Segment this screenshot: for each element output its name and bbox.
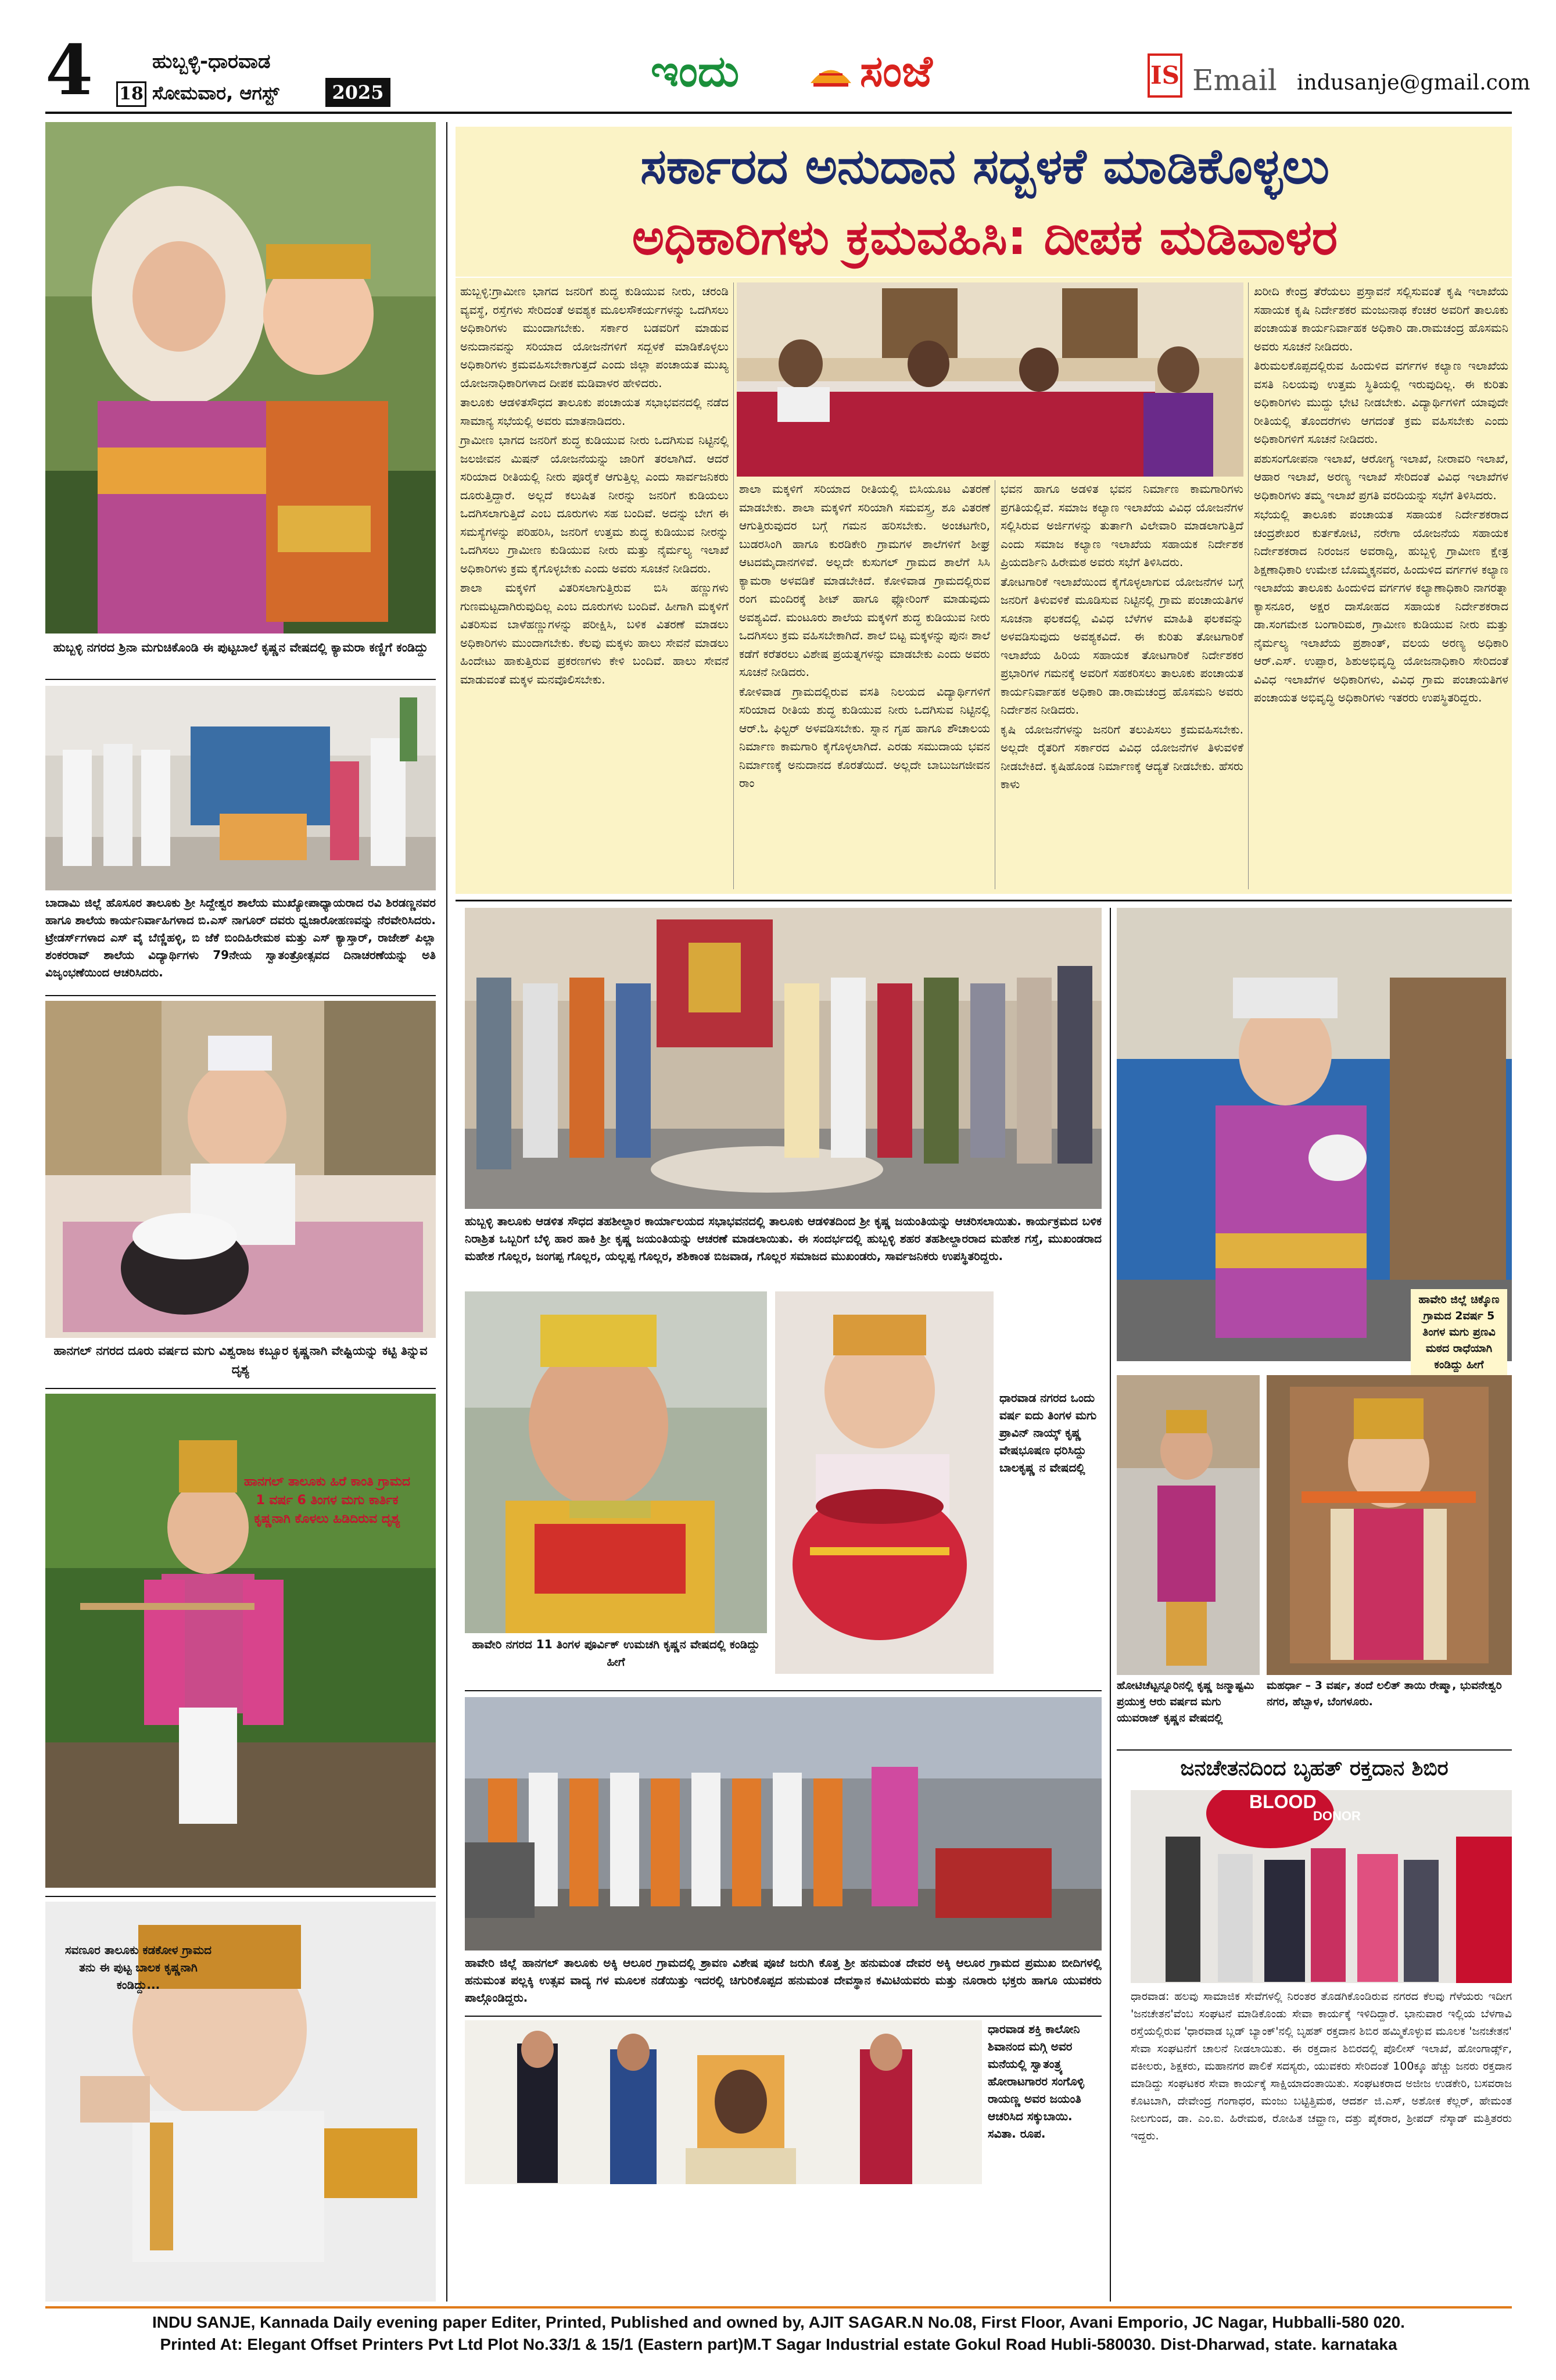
section-rule xyxy=(456,900,1512,901)
lead-col1-para-1: ಹುಬ್ಬಳ್ಳಿ:ಗ್ರಾಮೀಣ ಭಾಗದ ಜನರಿಗೆ ಶುದ್ಧ ಕುಡಿಯುವ ನೀರು, ಚರಂಡಿ ವ್ಯವಸ್ಥೆ, ರಸ್ತೆಗಳು ಸೇರಿದಂತೆ ಅವಶ್ಯಕ ಮೂಲಸೌಕರ್ಯಗಳನ್ನು ಒದಗಿಸಲು ಅಧಿಕಾರಿಗಳು ಮುಂದಾಗಬೇಕು. ಸರ್ಕಾರ ಬಡವರಿಗೆ ಮಾಡುವ ಅನುದಾನವನ್ನು ಸರಿಯಾದ ಯೋಜನೆಗಳಿಗೆ ಸದ್ಬಳಕೆ ಮಾಡಿಕೊಳ್ಳಲು ಅಧಿಕಾರಿಗಳು ಕ್ರಮವಹಿಸಬೇಕಾಗುತ್ತದೆ ಎಂದು ಜಿಲ್ಲಾ ಪಂಚಾಯತ ಮುಖ್ಯ ಯೋಜನಾಧಿಕಾರಿಗಳಾದ ದೀಪಕ ಮಡಿವಾಳರ ಹೇಳಿದರು. xyxy=(460,284,729,390)
column-divider xyxy=(1248,282,1249,889)
caption-baby-krishna-inset: ಸವಣೂರ ತಾಲೂಕು ಕಡಕೋಳ ಗ್ರಾಮದ ತನು ಈ ಪುಟ್ಟ ಬಾಲಕ ಕೃಷ್ಣನಾಗಿ ಕಂಡಿದ್ದು... xyxy=(64,1943,212,1992)
lead-col4-para-4: ಸಭೆಯಲ್ಲಿ ತಾಲೂಕು ಪಂಚಾಯತ ಸಹಾಯಕ ನಿರ್ದೇಶಕರಾದ ಚಂದ್ರಶೇಖರ ಕುರ್ತಕೋಟಿ, ನರೇಗಾ ಯೋಜನೆಯ ಸಹಾಯಕ ನಿರ್ದೇಶಕರಾದ ನಿರಂಜನ ಅವರಾದ್ದಿ, ಹುಬ್ಬಳ್ಳಿ ಗ್ರಾಮೀಣ ಕ್ಷೇತ್ರ ಶಿಕ್ಷಣಾಧಿಕಾರಿ ಉಮೇಶ ಬೊಮ್ಮಕ್ಕನವರ, ಹಿಂದುಳಿದ ವರ್ಗಗಳ ಕಲ್ಯಾಣ ಇಲಾಖೆಯ ತಾಲೂಕು ಹಿಂದುಳಿದ ವರ್ಗಗಳ ಕಲ್ಯಾಣಾಧಿಕಾರಿ ನಾಗರತ್ನಾ ಕ್ಯಾಸನೂರ, ಅಕ್ಷರ ದಾಸೋಹದ ಸಹಾಯಕ ನಿರ್ದೇಶಕರಾದ ಡಾ.ಸಂಗಮೇಶ ಬಂಗಾರಿಮಠ, ಗ್ರಾಮೀಣ ಕುಡಿಯುವ ನೀರು ಮತ್ತು ನೈರ್ಮಲ್ಯ ಇಲಾಖೆಯ ಪ್ರಶಾಂತ್, ವಲಯ ಅರಣ್ಯ ಅಧಿಕಾರಿ ಆರ್.ಎಸ್. ಉಪ್ಪಾರ, ಶಿಶುಅಭಿವೃದ್ಧಿ ಯೋಜನಾಧಿಕಾರಿ ಸೇರಿದಂತೆ ವಿವಿಧ ಇಲಾಖೆಗಳ ಅಧಿಕಾರಿಗಳು, ವಿವಿಧ ಗ್ರಾಮ ಪಂಚಾಯತಿಗಳ ಪಂಚಾಯತ ಅಭಿವೃದ್ಧಿ ಅಧಿಕಾರಿಗಳು ಇತರರು ಉಪಸ್ಥಿತರಿದ್ದರು. xyxy=(1254,507,1508,704)
school-event-photo xyxy=(45,686,436,890)
paper-name-part2: ಸಂಜೆ xyxy=(860,46,933,96)
masthead-year: 2025 xyxy=(332,81,384,103)
column-divider xyxy=(733,282,734,889)
paper-logo xyxy=(651,41,999,105)
lead-headline-line2: ಅಧಿಕಾರಿಗಳು ಕ್ರಮವಹಿಸಿ: ದೀಪಕ ಮಡಿವಾಳರ xyxy=(632,209,1338,266)
flute-krishna-photo xyxy=(45,1394,436,1888)
column-divider xyxy=(1110,908,1111,2302)
footer-line-1: INDU SANJE, Kannada Daily evening paper Editer, Printed, Published and owned by, AJIT SAGAR.N No.08, First Floor, Avani Emporio, JC Nagar, Hubballi-580 020. xyxy=(152,2313,1405,2331)
page-number: 4 xyxy=(45,30,94,110)
blood-banner-text-2: DONOR xyxy=(1313,1809,1361,1823)
procession-photo xyxy=(465,1697,1102,1950)
sun-icon xyxy=(808,57,854,92)
lead-col4-para-3: ಪಶುಸಂಗೋಪನಾ ಇಲಾಖೆ, ಆರೋಗ್ಯ ಇಲಾಖೆ, ನೀರಾವರಿ ಇಲಾಖೆ, ಆಹಾರ ಇಲಾಖೆ, ಅರಣ್ಯ ಇಲಾಖೆ ಸೇರಿದಂತೆ ವಿವಿಧ ಇಲಾಖೆಗಳ ಅಧಿಕಾರಿಗಳು ತಮ್ಮ ಇಲಾಖೆ ಪ್ರಗತಿ ವರದಿಯನ್ನು ಸಭೆಗೆ ತಿಳಿಸಿದರು. xyxy=(1254,451,1508,502)
dharwad-child-photo xyxy=(775,1291,994,1674)
hotichetti-child-photo xyxy=(1117,1375,1260,1675)
footer-line-2: Printed At: Elegant Offset Printers Pvt Ltd Plot No.33/1 & 15/1 (Eastern part)M.T Sagar Industrial estate Gokul Road Hubli-580030. Dist-Dharwad, state. karnataka xyxy=(160,2335,1397,2353)
caption-taluk-office-group: ಹುಬ್ಬಳ್ಳಿ ತಾಲೂಕು ಆಡಳಿತ ಸೌಧದ ತಹಶೀಲ್ದಾರ ಕಾರ್ಯಾಲಯದ ಸಭಾಭವನದಲ್ಲಿ ತಾಲೂಕು ಆಡಳಿತದಿಂದ ಶ್ರೀ ಕೃಷ್ಣ ಜಯಂತಿಯನ್ನು ಆಚರಿಸಲಾಯಿತು. ಕಾರ್ಯಕ್ರಮದ ಬಳಿಕ ನಿರಾಶ್ರಿತ ಒಬ್ಬರಿಗೆ ಬೆಳ್ಳಿ ಹಾರ ಹಾಕಿ ಶ್ರೀ ಕೃಷ್ಣ ಜಯಂತಿಯನ್ನು ಆಚರಣೆ ಮಾಡಲಾಯಿತು. ಈ ಸಂದರ್ಭದಲ್ಲಿ ಹುಬ್ಬಳ್ಳಿ ಶಹರ ತಹಶೀಲ್ದಾರರಾದ ಮಹೇಶ ಗಸ್ತೆ, ಮುಖಂಡರಾದ ಮಹೇಶ ಗೊಲ್ಲರ, ಜಂಗಪ್ಪ ಗೊಲ್ಲರ, ಯಲ್ಲಪ್ಪ ಗೊಲ್ಲರ, ಶಶಿಕಾಂತ ಬಿಜವಾಡ, ಗೊಲ್ಲರ ಸಮಾಜದ ಮುಖಂಡರು, ಸಾರ್ವಜನಿಕರು ಉಪಸ್ಥಿತರಿದ್ದರು. xyxy=(465,1214,1102,1263)
lead-col3-para-1: ಭವನ ಹಾಗೂ ಅಡಳಿತ ಭವನ ನಿರ್ಮಾಣ ಕಾಮಗಾರಿಗಳು ಪ್ರಗತಿಯಲ್ಲಿವೆ. ಸಮಾಜ ಕಲ್ಯಾಣ ಇಲಾಖೆಯ ವಿವಿಧ ಯೋಜನೆಗಳ ಸಲ್ಲಿಸಿರುವ ಅರ್ಜಿಗಳನ್ನು ತುರ್ತಾಗಿ ವಿಲೇವಾರಿ ಮಾಡಲಾಗುತ್ತಿದೆ ಎಂದು ಸಮಾಜ ಕಲ್ಯಾಣ ಇಲಾಖೆಯ ಸಹಾಯಕ ನಿರ್ದೇಶಕ ಪ್ರಿಯದರ್ಶಿನಿ ಹಿರೇಮಠ ಅವರು ಸಭೆಗೆ ತಿಳಿಸಿದರು. xyxy=(1001,482,1243,569)
lead-column-1 xyxy=(460,282,729,690)
caption-school-event: ಬಾದಾಮಿ ಜಿಲ್ಲೆ ಹೊಸೂರ ತಾಲೂಕು ಶ್ರೀ ಸಿದ್ದೇಶ್ವರ ಶಾಲೆಯ ಮುಖ್ಯೋಪಾಧ್ಯಾಯರಾದ ರವಿ ಶಿರಡಣ್ಣನವರ ಹಾಗೂ ಶಾಲೆಯ ಕಾರ್ಯನಿರ್ವಾಹಿಗಳಾದ ಬಿ.ಎಸ್ ನಾಗೂರ್ ದವರು ಧ್ವಜಾರೋಹಣವನ್ನು ನೆರವೇರಿಸಿದರು. ಟ್ರೇಡರ್ಸ್‌ಗಳಾದ ಎಸ್ ವೈ ಬೆಣ್ಣಿಹಳ್ಳಿ, ಬಿ ಜೆಕೆ ಬಿಂದಿಹಿರೇಮಠ ಮತ್ತು ಎಸ್ ಕ್ಯಾಸ್ತಾರ್, ರಾಜೇಶ್ ಪಿಲ್ಲಾ ಶಂಕರರಾವ್ ಶಾಲೆಯ ವಿದ್ಯಾರ್ಥಿಗಳು 79ನೇಯ ಸ್ವಾತಂತ್ರೋತ್ಸವದ ದಿನಾಚರಣೆಯನ್ನು ಅತಿ ವಿಜೃಂಭಣೆಯಿಂದ ಆಚರಿಸಿದರು. xyxy=(45,896,436,979)
lead-headline-line1: ಸರ್ಕಾರದ ಅನುದಾನ ಸದ್ಬಳಕೆ ಮಾಡಿಕೊಳ್ಳಲು xyxy=(640,138,1329,195)
date-day: 18 xyxy=(119,84,144,104)
paper-name-part1: ಇಂದು xyxy=(651,46,740,96)
section-rule xyxy=(465,1690,1102,1691)
email-label: Email xyxy=(1192,63,1277,97)
email-address[interactable]: indusanje@gmail.com xyxy=(1297,71,1530,95)
blood-banner-text-1: BLOOD xyxy=(1249,1791,1317,1812)
column-divider xyxy=(446,122,447,2302)
divider xyxy=(45,1896,436,1897)
caption-mother-krishna: ಹುಬ್ಬಳ್ಳಿ ನಗರದ ಶ್ರಿನಾ ಮಗುಚಿಕೊಂಡಿ ಈ ಪುಟ್ಟಬಾಲೆ ಕೃಷ್ಣನ ವೇಷದಲ್ಲಿ ಕ್ಯಾಮರಾ ಕಣ್ಣಿಗೆ ಕಂಡಿದ್ದು xyxy=(53,640,428,654)
section-rule xyxy=(465,2016,1102,2017)
caption-procession: ಹಾವೇರಿ ಜಿಲ್ಲೆ ಹಾನಗಲ್ ತಾಲೂಕು ಅಕ್ಕಿ ಆಲೂರ ಗ್ರಾಮದಲ್ಲಿ ಶ್ರಾವಣ ವಿಶೇಷ ಪೂಜೆ ಜರುಗಿ ಕೊತ್ತ ಶ್ರೀ ಹನುಮಂತ ದೇವರ ಅಕ್ಕಿ ಆಲೂರ ಗ್ರಾಮದ ಪ್ರಮುಖ ಬೀದಿಗಳಲ್ಲಿ ಹನುಮಂತ ಪಲ್ಲಕ್ಕಿ ಉತ್ಸವ ವಾದ್ಯ ಗಳ ಮೂಲಕ ನಡೆಯಿತ್ತು ಇದರಲ್ಲಿ ಚಿಗುರಿಕೊಪ್ಪದ ಹನುಮಂತ ದೇವಸ್ಥಾನ ಕಮಿಟಿಯವರು ಮತ್ತು ನೂರಾರು ಭಕ್ತರು ಹಾಗೂ ಯುವಕರು ಪಾಲ್ಗೊಂಡಿದ್ದರು. xyxy=(465,1956,1102,2005)
lead-column-2 xyxy=(739,480,990,794)
lead-column-4 xyxy=(1254,282,1508,708)
mother-krishna-photo xyxy=(45,122,436,634)
section-rule xyxy=(1117,1749,1512,1751)
caption-haveri-child: ಹಾವೇರಿ ನಗರದ 11 ತಿಂಗಳ ಪೂರ್ವಿಕ್ ಉಮಚಗಿ ಕೃಷ್ಣನ ವೇಷದಲ್ಲಿ ಕಂಡಿದ್ದು ಹೀಗೆ xyxy=(472,1637,760,1669)
lead-col4-para-2: ತಿರುಮಲಕೊಪ್ಪದಲ್ಲಿರುವ ಹಿಂದುಳಿದ ವರ್ಗಗಳ ಕಲ್ಯಾಣ ಇಲಾಖೆಯ ವಸತಿ ನಿಲಯವು ಉತ್ತಮ ಸ್ಥಿತಿಯಲ್ಲಿ ಇರುವುದಿಲ್ಲ. ಈ ಕುರಿತು ಅಧಿಕಾರಿಗಳು ಮುದ್ದು ಭೇಟಿ ನೀಡಬೇಕು. ವಿದ್ಯಾರ್ಥಿಗಳಿಗೆ ಯಾವುದೇ ರೀತಿಯಲ್ಲಿ ತೊಂದರೆಗಳು ಆಗದಂತೆ ಕ್ರಮ ವಹಿಸಬೇಕು ಎಂದು ಅಧಿಕಾರಿಗಳಿಗೆ ಸೂಚನೆ ನೀಡಿದರು. xyxy=(1254,359,1508,446)
lead-col3-para-3: ಕೃಷಿ ಯೋಜನೆಗಳನ್ನು ಜನರಿಗೆ ತಲುಪಿಸಲು ಕ್ರಮವಹಿಸಬೇಕು. ಅಲ್ಲದೇ ರೈತರಿಗೆ ಸರ್ಕಾರದ ವಿವಿಧ ಯೋಜನೆಗಳ ತಿಳುವಳಿಕೆ ನೀಡಬೇಕಿದೆ. ಕೃಷಿಹೊಂಡ ನಿರ್ಮಾಣಕ್ಕೆ ಆದ್ಯತೆ ನೀಡಬೇಕು. ಹೆಸರು ಕಾಳು xyxy=(1001,722,1243,791)
lead-col2-para-2: ಕೋಳಿವಾಡ ಗ್ರಾಮದಲ್ಲಿರುವ ವಸತಿ ನಿಲಯದ ವಿದ್ಯಾರ್ಥಿಗಳಿಗೆ ಸರಿಯಾದ ರೀತಿಯ ಶುದ್ಧ ಕುಡಿಯುವ ನೀರು ಒದಗಿಸುವ ನಿಟ್ಟಿನಲ್ಲಿ ಆರ್.ಓ ಫಿಲ್ಟರ್ ಅಳವಡಿಸಬೇಕು. ಸ್ನಾನ ಗೃಹ ಹಾಗೂ ಶೌಚಾಲಯ ನಿರ್ಮಾಣ ಕಾಮಗಾರಿ ಕೈಗೊಳ್ಳಲಾಗಿದೆ. ಎರಡು ಸಮುದಾಯ ಭವನ ನಿರ್ಮಾಣಕ್ಕೆ ಅನುದಾನದ ಕೊರತೆಯಿದೆ. ಅಲ್ಲದೇ ಬಾಬುಜಗಜೀವನ ರಾಂ xyxy=(739,684,990,790)
caption-mahardha: ಮಹರ್ಧಾ – 3 ವರ್ಷ, ತಂದೆ ಲಲಿತ್ ತಾಯಿ ರೇಷ್ಮಾ, ಭುವನೇಶ್ವರಿ ನಗರ, ಹೆಬ್ಬಾಳ, ಬೆಂಗಳೂರು. xyxy=(1267,1679,1502,1708)
divider xyxy=(45,1388,436,1389)
masthead-city: ಹುಬ್ಬಳ್ಳಿ-ಧಾರವಾಡ xyxy=(152,50,271,73)
baby-butter-pot-photo xyxy=(45,1001,436,1338)
lead-col1-para-3: ಗ್ರಾಮೀಣ ಭಾಗದ ಜನರಿಗೆ ಶುದ್ಧ ಕುಡಿಯುವ ನೀರು ಒದಗಿಸುವ ನಿಟ್ಟಿನಲ್ಲಿ ಜಲಜೀವನ ಮಿಷನ್ ಯೋಜನೆಯನ್ನು ಜಾರಿಗೆ ತರಲಾಗಿದೆ. ಆದರೆ ಸರಿಯಾದ ರೀತಿಯಲ್ಲಿ ನೀರು ಪೂರೈಕೆ ಆಗುತ್ತಿಲ್ಲ ಎಂದು ಸಾರ್ವಜನಿಕರು ದೂರುತ್ತಿದ್ದಾರೆ. ಅಲ್ಲದೆ ಕಲುಷಿತ ನೀರನ್ನು ಜನರಿಗೆ ಕುಡಿಯಲು ಒದಗಿಸಲಾಗುತ್ತಿದೆ ಎಂಬ ದೂರುಗಳು ಸಹ ಬಂದಿವೆ. ಅದನ್ನು ಬೇಗ ಈ ಸಮಸ್ಯೆಗಳನ್ನು ಪರಿಹರಿಸಿ, ಜನರಿಗೆ ಉತ್ತಮ ಶುದ್ಧ ಕುಡಿಯುವ ನೀರನ್ನು ಒದಗಿಸಲು ಗ್ರಾಮೀಣ ಕುಡಿಯುವ ನೀರು ಮತ್ತು ನೈರ್ಮಲ್ಯ ಇಲಾಖೆ ಅಧಿಕಾರಿಗಳು ಕ್ರಮ ಕೈಗೊಳ್ಳಬೇಕು ಎಂದು ಅವರು ಸೂಚನೆ ನೀಡಿದರು. xyxy=(460,433,729,575)
caption-flute-krishna-inset: ಹಾನಗಲ್ ತಾಲೂಕು ಹಿರೆ ಕಾಂತಿ ಗ್ರಾಮದ 1 ವರ್ಷ 6 ತಿಂಗಳ ಮಗು ಕಾರ್ತಿಕ ಕೃಷ್ಣನಾಗಿ ಕೊಳಲು ಹಿಡಿದಿರುವ ದೃಶ್ಯ xyxy=(243,1474,411,1526)
blood-camp-headline: ಜನಚೇತನದಿಂದ ಬೃಹತ್ ರಕ್ತದಾನ ಶಿಬಿರ xyxy=(1180,1756,1449,1780)
taluk-office-group-photo xyxy=(465,908,1102,1209)
lead-col4-para-1: ಖರೀದಿ ಕೇಂದ್ರ ತೆರೆಯಲು ಪ್ರಸ್ತಾವನೆ ಸಲ್ಲಿಸುವಂತೆ ಕೃಷಿ ಇಲಾಖೆಯ ಸಹಾಯಕ ಕೃಷಿ ನಿರ್ದೇಶಕರ ಮಂಜುನಾಥ ಕೆಂಚರ ಅವರಿಗೆ ತಾಲೂಕು ಪಂಚಾಯತ ಕಾರ್ಯನಿರ್ವಾಹಕ ಅಧಿಕಾರಿ ಡಾ.ರಾಮಚಂದ್ರ ಹೊಸಮನಿ ಅವರು ಸೂಚನೆ ನೀಡಿದರು. xyxy=(1254,284,1508,353)
caption-haveri-radha-inset: ಹಾವೇರಿ ಜಿಲ್ಲೆ ಚಿಕ್ಕೊಣ ಗ್ರಾಮದ 2ವರ್ಷ 5 ತಿಂಗಳ ಮಗು ಪ್ರಣವಿ ಮಠದ ರಾಧೆಯಾಗಿ ಕಂಡಿದ್ದು ಹೀಗೆ xyxy=(1411,1289,1507,1375)
is-logo: IS xyxy=(1150,61,1179,90)
caption-rayanna-jayanti: ಧಾರವಾಡ ಶಕ್ತಿ ಕಾಲೋನಿ ಶಿವಾನಂದ ಮಗ್ಗಿ ಅವರ ಮನೆಯಲ್ಲಿ ಸ್ವಾತಂತ್ರ್ಯ ಹೋರಾಟಗಾರರ ಸಂಗೊಳ್ಳಿ ರಾಯಣ್ಣ ಅವರ ಜಯಂತಿ ಆಚರಿಸಿದ ಸಕ್ಕುಬಾಯಿ. ಸವಿತಾ. ರೂಪ. xyxy=(988,2022,1084,2141)
lead-col2-para-1: ಶಾಲಾ ಮಕ್ಕಳಿಗೆ ಸರಿಯಾದ ರೀತಿಯಲ್ಲಿ ಬಿಸಿಯೂಟ ವಿತರಣೆ ಮಾಡಬೇಕು. ಶಾಲಾ ಮಕ್ಕಳಿಗೆ ಸರಿಯಾಗಿ ಸಮವಸ್ತ್ರ, ಶೂ ವಿತರಣೆ ಆಗುತ್ತಿರುವುದರ ಬಗ್ಗೆ ಗಮನ ಹರಿಸಬೇಕು. ಅಂಚಟಗೇರಿ, ಬುಡರಸಿಂಗಿ ಹಾಗೂ ಕುರಡಿಕೇರಿ ಗ್ರಾಮಗಳ ಶಾಲೆಗಳಿಗೆ ಶೀಘ್ರ ಆಟದಮೈದಾನಗಳಿವೆ. ಅಲ್ಲದೇ ಕುಸುಗಲ್ ಗ್ರಾಮದ ಶಾಲೆಗೆ ಸಿಸಿ ಕ್ಯಾಮರಾ ಅಳವಡಿಕೆ ಮಾಡಬೇಕಿದೆ. ಕೋಳಿವಾಡ ಗ್ರಾಮದಲ್ಲಿರುವ ರಂಗ ಮಂದಿರಕ್ಕೆ ಶೀಟ್ ಹಾಗೂ ಫ್ಲೋರಿಂಗ್ ಮಾಡುವುದು ಅವಶ್ಯವಿದೆ. ಮಂಟೂರು ಶಾಲೆಯ ಮಕ್ಕಳಿಗೆ ಶುದ್ಧ ಕುಡಿಯುವ ನೀರು ಒದಗಿಸಲು ಕ್ರಮ ವಹಿಸಬೇಕಾಗಿದೆ. ಶಾಲೆ ಬಿಟ್ಟ ಮಕ್ಕಳನ್ನು ಪುನಃ ಶಾಲೆ ಕಡೆಗೆ ಕರೆತರಲು ವಿಶೇಷ ಪ್ರಯತ್ನಗಳನ್ನು ಮಾಡಬೇಕು ಎಂದು ಅವರು ಸೂಚನೆ ನೀಡಿದರು. xyxy=(739,482,990,679)
masthead-rule xyxy=(45,112,1512,114)
rayanna-jayanti-photo xyxy=(465,2020,982,2184)
masthead-date: ಸೋಮವಾರ, ಆಗಸ್ಟ್ xyxy=(152,82,279,104)
divider xyxy=(45,995,436,996)
lead-col3-para-2: ತೋಟಗಾರಿಕೆ ಇಲಾಖೆಯಿಂದ ಕೈಗೊಳ್ಳಲಾಗುವ ಯೋಜನೆಗಳ ಬಗ್ಗೆ ಜನರಿಗೆ ತಿಳುವಳಿಕೆ ಮೂಡಿಸುವ ನಿಟ್ಟಿನಲ್ಲಿ ಗ್ರಾಮ ಪಂಚಾಯತಿಗಳ ಸೂಚನಾ ಫಲಕದಲ್ಲಿ ವಿವಿಧ ಬೆಳೆಗಳ ಮಾಹಿತಿ ಫಲಕವನ್ನು ಅಳವಡಿಸುವುದು ಅವಶ್ಯಕವಿದೆ. ಈ ಕುರಿತು ತೋಟಗಾರಿಕೆ ಇಲಾಖೆಯ ಹಿರಿಯ ಸಹಾಯಕ ತೋಟಗಾರಿಕೆ ನಿರ್ದೇಶಕರ ಪ್ರಭಾರಿಗಳ ಗಮನಕ್ಕೆ ಅವರಿಗೆ ಸಹಕರಿಸಲು ತಾಲೂಕು ಪಂಚಾಯತ ಕಾರ್ಯನಿರ್ವಾಹಕ ಅಧಿಕಾರಿ ಡಾ.ರಾಮಚಂದ್ರ ಹೊಸಮನಿ ಅವರು ನಿರ್ದೇಶನ ನೀಡಿದರು. xyxy=(1001,574,1243,717)
divider xyxy=(45,679,436,680)
caption-dharwad-child: ಧಾರವಾಡ ನಗರದ ಒಂದು ವರ್ಷ ಐದು ತಿಂಗಳ ಮಗು ಪ್ರಾವಿನ್ ನಾಯ್ಕ್ ಕೃಷ್ಣ ವೇಷಭೂಷಣ ಧರಿಸಿದ್ದು ಬಾಲಕೃಷ್ಣ ನ ವೇಷದಲ್ಲಿ xyxy=(999,1391,1097,1474)
blood-camp-body: ಧಾರವಾಡ: ಹಲವು ಸಾಮಾಜಿಕ ಸೇವೆಗಳಲ್ಲಿ ನಿರಂತರ ತೊಡಗಿಕೊಂಡಿರುವ ನಗರದ ಕೆಲವು ಗೆಳೆಯರು ಇದೀಗ 'ಜನಚೇತನ'ವೆಂಬ ಸಂಘಟನೆ ಮಾಡಿಕೊಂಡು ಸೇವಾ ಕಾರ್ಯಕ್ಕೆ ಇಳಿದಿದ್ದಾರೆ. ಭಾನುವಾರ ಇಲ್ಲಿಯ ಬೆಳಗಾವಿ ರಸ್ತೆಯಲ್ಲಿರುವ 'ಧಾರವಾಡ ಬ್ಲಡ್ ಬ್ಯಾಂಕ್'ನಲ್ಲಿ ಬೃಹತ್ ರಕ್ತದಾನ ಶಿಬಿರ ಹಮ್ಮಿಕೊಳ್ಳುವ ಮೂಲಕ 'ಜನಚೇತನ' ಸೇವಾ ಸಂಘಟನೆಗೆ ಚಾಲನೆ ನೀಡಲಾಯಿತು. ಈ ರಕ್ತದಾನ ಶಿಬಿರದಲ್ಲಿ ಪೊಲೀಸ್ ಇಲಾಖೆ, ಹೋಂಗಾರ್ಡ್ಸ್, ವಕೀಲರು, ಶಿಕ್ಷಕರು, ಮಹಾನಗರ ಪಾಲಿಕೆ ಸದಸ್ಯರು, ಯುವಕರು ಸೇರಿದಂತೆ 100ಕ್ಕೂ ಹೆಚ್ಚು ಜನರು ರಕ್ತದಾನ ಮಾಡಿದ್ದು ಸಂಘಟಕರ ಸೇವಾ ಕಾರ್ಯಕ್ಕೆ ಸಾಕ್ಷಿಯಾದಂತಾಯಿತು. ಸಂಘಟಕರಾದ ಅಜೀಜ ಉಡಕೇರಿ, ಬಸವರಾಜ ಕೊಟಬಾಗಿ, ದೇವೇಂದ್ರ ಗಂಗಾಧರ, ಮಂಜು ಬಟ್ಟಿತ್ತಿಮಠ, ಆದರ್ಶ ಜಿ.ಎಸ್, ಅಶೋಕ ಕೆಲ್ಲರ್, ಹೇಮಂತ ನೀಲಗುಂದ, ಡಾ. ಎಂ.ಐ. ಹಿರೇಮಠ, ರೋಹಿತ ಚವ್ಹಾಣ, ದತ್ತು ಪೈಕರಾರ, ಶ್ರೀಪದ್ ನೆಸ್ಕಾಡ್ ಮತ್ತಿತರರು ಇದ್ದರು. xyxy=(1131,1990,1512,2142)
footer-rule xyxy=(45,2306,1512,2309)
caption-hotichetti: ಹೋಟಿಚೆಟ್ಟನ್ನೂರಿನಲ್ಲಿ ಕೃಷ್ಣ ಜನ್ಮಾಷ್ಟಮಿ ಪ್ರಯುಕ್ತ ಆರು ವರ್ಷದ ಮಗು ಯುವರಾಜ್ ಕೃಷ್ಣನ ವೇಷದಲ್ಲಿ xyxy=(1117,1679,1254,1724)
caption-baby-butter-pot: ಹಾನಗಲ್ ನಗರದ ದೂರು ವರ್ಷದ ಮಗು ವಿಶ್ವರಾಜ ಕಬ್ಬೂರ ಕೃಷ್ಣನಾಗಿ ವೇಷ್ಟಿಯನ್ನು ಕಟ್ಟಿ ತಿನ್ನುವ ದೃಶ್ಯ xyxy=(53,1344,428,1376)
haveri-child-photo xyxy=(465,1291,767,1633)
lead-column-3 xyxy=(1001,480,1243,795)
meeting-photo xyxy=(737,282,1243,477)
mahardha-child-photo xyxy=(1267,1375,1512,1675)
lead-col1-para-2: ತಾಲೂಕು ಆಡಳಿತಸೌಧದ ತಾಲೂಕು ಪಂಚಾಯತ ಸಭಾಭವನದಲ್ಲಿ ನಡೆದ ಸಾಮಾನ್ಯ ಸಭೆಯಲ್ಲಿ ಅವರು ಮಾತನಾಡಿದರು. xyxy=(460,395,729,428)
lead-col1-para-4: ಶಾಲಾ ಮಕ್ಕಳಿಗೆ ವಿತರಿಸಲಾಗುತ್ತಿರುವ ಬಿಸಿ ಹಣ್ಣುಗಳು ಗುಣಮಟ್ಟದಾಗಿರುವುದಿಲ್ಲ ಎಂಬ ದೂರುಗಳು ಬಂದಿವೆ. ಹೀಗಾಗಿ ಮಕ್ಕಳಿಗೆ ವಿತರಿಸುವ ಬಾಳೆಹಣ್ಣುಗಳನ್ನು ಪರೀಕ್ಷಿಸಿ, ಬಳಿಕ ವಿತರಣೆ ಮಾಡಲು ಅಧಿಕಾರಿಗಳು ಮುಂದಾಗಬೇಕು. ಕೆಲವು ಮಕ್ಕಳು ಹಾಲು ಸೇವನೆ ಮಾಡಲು ಹಿಂದೇಟು ಹಾಕುತ್ತಿರುವ ಪ್ರಕರಣಗಳು ಕೇಳಿ ಬಂದಿವೆ. ಹಾಲು ಸೇವನೆ ಮಾಡುವಂತೆ ಮಕ್ಕಳ ಮನವೊಲಿಸಬೇಕು. xyxy=(460,581,729,686)
